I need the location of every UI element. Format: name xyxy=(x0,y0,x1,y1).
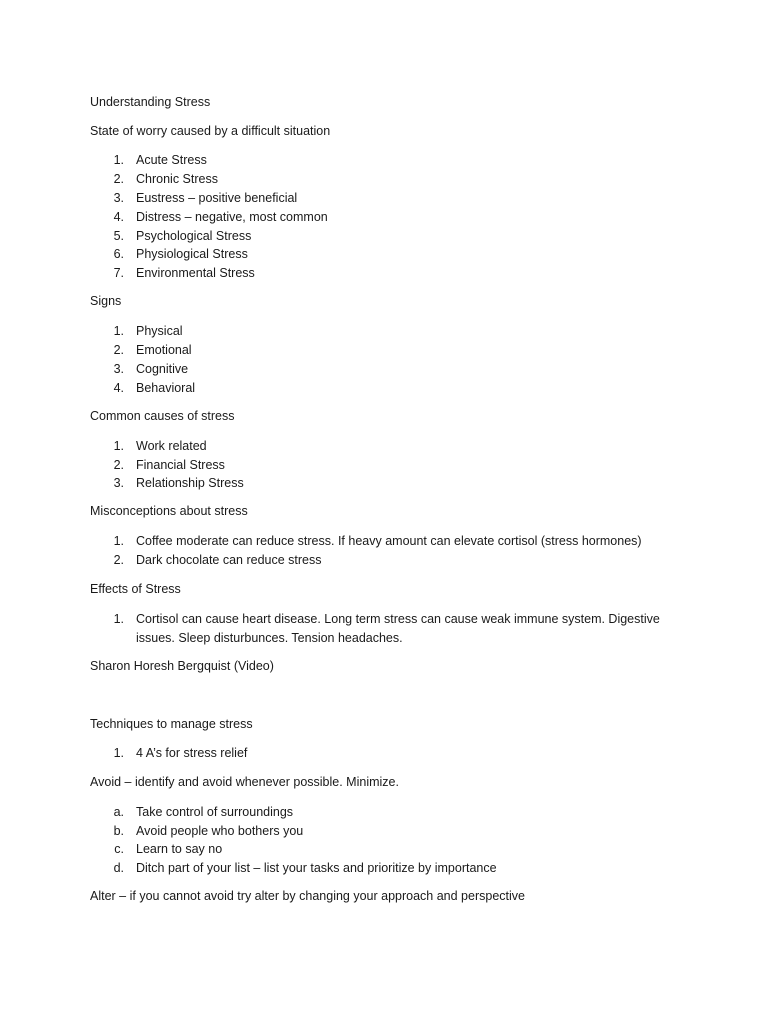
section-heading-signs: Signs xyxy=(90,294,122,308)
list-item-text: Work related xyxy=(136,439,207,453)
list-item-text: Avoid people who bothers you xyxy=(136,824,304,838)
list-marker: 1. xyxy=(113,612,124,626)
list-marker: 4. xyxy=(113,210,124,224)
list-item-text: Cognitive xyxy=(136,362,189,376)
list-marker: 6. xyxy=(113,247,124,261)
list-item-text: Relationship Stress xyxy=(136,476,244,490)
list-item-text: Financial Stress xyxy=(136,458,225,472)
list-marker: 2. xyxy=(113,343,124,357)
list-item-text: Psychological Stress xyxy=(136,229,252,243)
list-item-text: Physiological Stress xyxy=(136,247,248,261)
list-marker: 3. xyxy=(113,362,124,376)
section-heading-causes: Common causes of stress xyxy=(90,409,235,423)
list-marker: 3. xyxy=(113,191,124,205)
list-marker: 1. xyxy=(113,534,124,548)
video-reference: Sharon Horesh Bergquist (Video) xyxy=(90,659,274,673)
list-marker: d. xyxy=(113,861,124,875)
list-marker: 3. xyxy=(113,476,124,490)
section-heading-avoid: Avoid – identify and avoid whenever possible. Minimize. xyxy=(90,775,399,789)
list-item-text: Distress – negative, most common xyxy=(136,210,328,224)
list-marker: 2. xyxy=(113,172,124,186)
list-marker: 2. xyxy=(113,458,124,472)
list-marker: 1. xyxy=(113,746,124,760)
list-marker: 1. xyxy=(113,153,124,167)
document-title: Understanding Stress xyxy=(90,95,211,109)
list-marker: 1. xyxy=(113,439,124,453)
section-heading-alter: Alter – if you cannot avoid try alter by changing your approach and perspective xyxy=(90,889,525,903)
list-item-text: Physical xyxy=(136,324,183,338)
definition-text: State of worry caused by a difficult situation xyxy=(90,124,331,138)
list-item-text: Coffee moderate can reduce stress. If heavy amount can elevate cortisol (stress hormones) xyxy=(136,534,642,548)
list-item-text: Emotional xyxy=(136,343,192,357)
list-item-text: Behavioral xyxy=(136,381,196,395)
list-marker: 1. xyxy=(113,324,124,338)
list-item-text: 4 A’s for stress relief xyxy=(136,746,248,760)
list-item-text: Dark chocolate can reduce stress xyxy=(136,553,322,567)
list-marker: 7. xyxy=(113,266,124,280)
list-marker: 4. xyxy=(113,381,124,395)
list-item-text: Learn to say no xyxy=(136,842,223,856)
list-marker: a. xyxy=(113,805,124,819)
list-marker: c. xyxy=(114,842,124,856)
section-heading-effects: Effects of Stress xyxy=(90,582,181,596)
list-item-text: Eustress – positive beneficial xyxy=(136,191,298,205)
section-heading-misconceptions: Misconceptions about stress xyxy=(90,504,248,518)
list-item-text: Take control of surroundings xyxy=(136,805,294,819)
list-marker: b. xyxy=(113,824,124,838)
section-heading-techniques: Techniques to manage stress xyxy=(90,717,253,731)
list-item-text: Ditch part of your list – list your tasks and prioritize by importance xyxy=(136,861,497,875)
list-item-text: Cortisol can cause heart disease. Long term stress can cause weak immune system. Digestive issues. Sleep disturbunces. Tension headaches. xyxy=(136,612,660,645)
list-marker: 2. xyxy=(113,553,124,567)
list-marker: 5. xyxy=(113,229,124,243)
list-item-text: Environmental Stress xyxy=(136,266,255,280)
list-item-text: Chronic Stress xyxy=(136,172,218,186)
list-item-text: Acute Stress xyxy=(136,153,207,167)
